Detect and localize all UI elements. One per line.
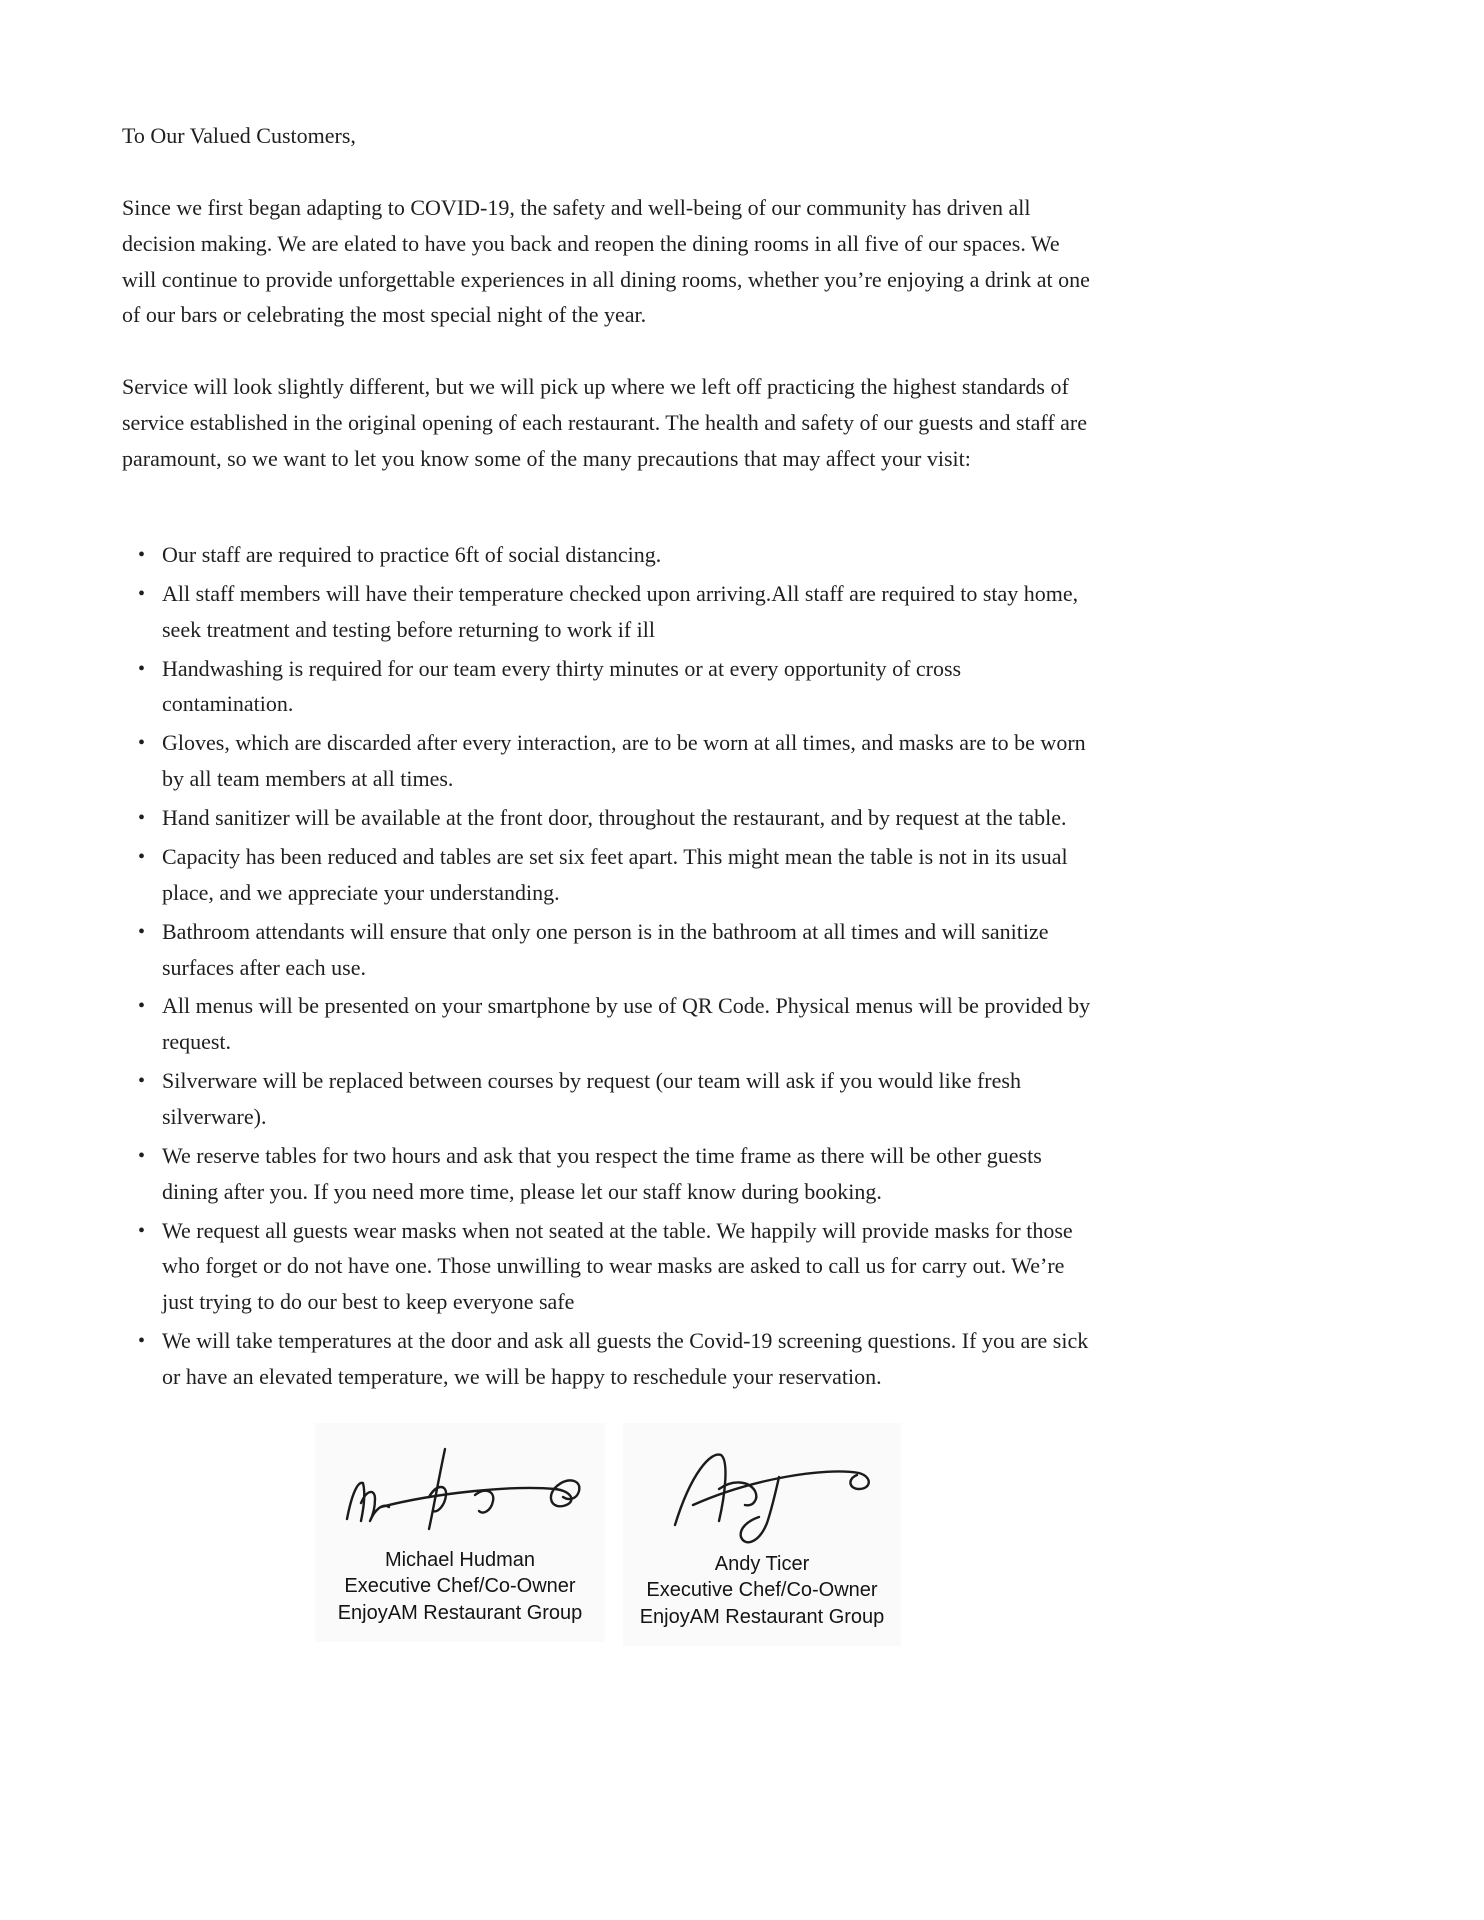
bullet-icon: •: [138, 846, 146, 869]
andy-ticer-signature-icon: [633, 1437, 891, 1549]
list-item: [122, 1213, 1094, 1321]
signature-block-michael-hudman: [315, 1423, 605, 1642]
paragraph-service: Service will look slightly different, but we will pick up where we left off practicing the highest standards of service established in the original opening of each restaurant. The health and safety of our guests and staff are paramount, so we want to let you know some of the many precautions that may affect your visit:: [122, 374, 1088, 472]
list-item: [122, 725, 1094, 797]
signature-title: Executive Chef/Co-Owner: [646, 1579, 878, 1602]
bullet-icon: •: [138, 995, 146, 1018]
signature-org: EnjoyAM Restaurant Group: [639, 1605, 885, 1628]
bullet-text: All menus will be presented on your smartphone by use of QR Code. Physical menus will be provided by request.: [162, 993, 1091, 1055]
bullet-icon: •: [138, 657, 146, 680]
list-item: [122, 1323, 1094, 1395]
salutation: To Our Valued Customers,: [122, 123, 356, 148]
bullet-text: Handwashing is required for our team every thirty minutes or at every opportunity of cross contamination.: [162, 655, 962, 717]
signature-name: Andy Ticer: [714, 1552, 810, 1575]
bullet-text: Bathroom attendants will ensure that only one person is in the bathroom at all times and will sanitize surfaces after each use.: [162, 918, 1049, 980]
bullet-icon: •: [138, 582, 146, 605]
bullet-text: We request all guests wear masks when not seated at the table. We happily will provide masks for those who forget or do not have one. Those unwilling to wear masks are asked to call us for carry out. We’re just trying to do our best to keep everyone safe: [162, 1217, 1073, 1315]
list-item: [122, 1063, 1094, 1135]
bullet-text: Silverware will be replaced between courses by request (our team will ask if you would like fresh silverware).: [162, 1068, 1021, 1130]
list-item: [122, 800, 1094, 836]
letter-content: [122, 118, 1094, 1646]
bullet-icon: •: [138, 920, 146, 943]
signature-name: Michael Hudman: [384, 1548, 536, 1571]
bullet-text: We will take temperatures at the door and ask all guests the Covid-19 screening questions. If you are sick or have an elevated temperature, we will be happy to reschedule your reservation.: [162, 1328, 1089, 1390]
bullet-icon: •: [138, 732, 146, 755]
bullet-text: Gloves, which are discarded after every interaction, are to be worn at all times, and masks are to be worn by all team members at all times.: [162, 730, 1086, 792]
bullet-icon: •: [138, 1219, 146, 1242]
signature-block-andy-ticer: [623, 1423, 901, 1646]
bullet-icon: •: [138, 1144, 146, 1167]
bullet-text: Hand sanitizer will be available at the front door, throughout the restaurant, and by request at the table.: [162, 805, 1067, 831]
bullet-icon: •: [138, 807, 146, 830]
precautions-list: [122, 537, 1094, 1395]
bullet-text: Capacity has been reduced and tables are set six feet apart. This might mean the table is not in its usual place, and we appreciate your understanding.: [162, 844, 1068, 905]
signature-org: EnjoyAM Restaurant Group: [337, 1601, 583, 1624]
list-item: [122, 839, 1094, 911]
list-item: [122, 914, 1094, 986]
michael-hudman-signature-icon: [325, 1437, 595, 1545]
list-item: [122, 988, 1094, 1060]
bullet-text: We reserve tables for two hours and ask that you respect the time frame as there will be other guests dining after you. If you need more time, please let our staff know during booking.: [162, 1142, 1042, 1204]
list-item: [122, 537, 1094, 573]
bullet-text: Our staff are required to practice 6ft of social distancing.: [162, 541, 662, 567]
list-item: [122, 1138, 1094, 1210]
list-item: [122, 576, 1094, 648]
bullet-icon: •: [138, 1070, 146, 1093]
signature-section: [122, 1423, 1094, 1646]
paragraph-intro: Since we first began adapting to COVID-19, the safety and well-being of our community has driven all decision making. We are elated to have you back and reopen the dining rooms in all five of our spaces. We will continue to provide unforgettable experiences in all dining rooms, whether you’re enjoying a drink at one of our bars or celebrating the most special night of the year.: [122, 194, 1090, 328]
bullet-icon: •: [138, 543, 146, 566]
signature-title: Executive Chef/Co-Owner: [344, 1575, 576, 1598]
bullet-icon: •: [138, 1330, 146, 1353]
bullet-text: All staff members will have their temperature checked upon arriving.All staff are required to stay home, seek treatment and testing before returning to work if ill: [162, 580, 1079, 642]
list-item: [122, 651, 1094, 723]
